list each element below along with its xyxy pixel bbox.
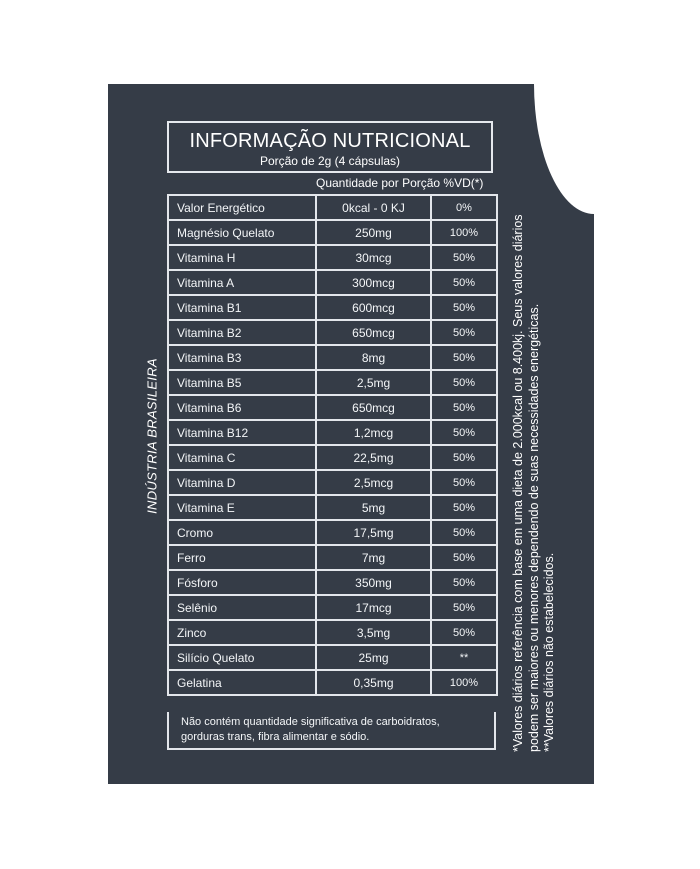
nutrient-row <box>168 570 497 595</box>
side-notes <box>511 192 558 752</box>
nutrient-row <box>168 495 497 520</box>
nutrient-amount: 17mcg <box>316 595 431 620</box>
nutrient-amount: 650mcg <box>316 320 431 345</box>
nutrient-daily-value: 50% <box>431 595 497 620</box>
nutrient-amount: 650mcg <box>316 395 431 420</box>
nutrient-amount: 3,5mg <box>316 620 431 645</box>
nutrient-daily-value: 100% <box>431 220 497 245</box>
nutrient-name: Vitamina D <box>168 470 316 495</box>
nutrient-daily-value: 50% <box>431 570 497 595</box>
nutrient-name: Vitamina E <box>168 495 316 520</box>
nutrient-name: Vitamina B3 <box>168 345 316 370</box>
nutrient-daily-value: 100% <box>431 670 497 695</box>
nutrient-row <box>168 420 497 445</box>
nutrient-daily-value: 50% <box>431 370 497 395</box>
nutrient-amount: 0kcal - 0 KJ <box>316 195 431 220</box>
nutrient-name: Vitamina B6 <box>168 395 316 420</box>
nutrient-row <box>168 320 497 345</box>
nutrient-row <box>168 220 497 245</box>
title-box <box>167 121 493 173</box>
nutrient-name: Vitamina B2 <box>168 320 316 345</box>
nutrient-amount: 17,5mg <box>316 520 431 545</box>
nutrient-daily-value: 50% <box>431 520 497 545</box>
nutrient-name: Vitamina B12 <box>168 420 316 445</box>
nutrient-daily-value: 0% <box>431 195 497 220</box>
industry-label: INDÚSTRIA BRASILEIRA <box>144 358 160 514</box>
nutrient-name: Magnésio Quelato <box>168 220 316 245</box>
nutrient-row <box>168 670 497 695</box>
nutrient-name: Zinco <box>168 620 316 645</box>
nutrient-row <box>168 645 497 670</box>
nutrient-daily-value: 50% <box>431 395 497 420</box>
nutrient-amount: 2,5mcg <box>316 470 431 495</box>
nutrient-amount: 5mg <box>316 495 431 520</box>
reference-note: *Valores diários referência com base em uma dieta de 2.000kcal ou 8.400kj. Seus valores diários podem ser maiores ou menores dependendo de suas necessidades energéticas. <box>510 214 541 752</box>
nutrient-name: Vitamina B1 <box>168 295 316 320</box>
footnote: Não contém quantidade significativa de carboidratos, gorduras trans, fibra alimentar e sódio. <box>167 712 496 750</box>
nutrient-name: Silício Quelato <box>168 645 316 670</box>
nutrient-row <box>168 345 497 370</box>
nutrient-name: Vitamina A <box>168 270 316 295</box>
label-title: INFORMAÇÃO NUTRICIONAL <box>189 130 471 152</box>
nutrient-amount: 600mcg <box>316 295 431 320</box>
nutrient-daily-value: 50% <box>431 295 497 320</box>
nutrient-name: Vitamina B5 <box>168 370 316 395</box>
columns-header: Quantidade por Porção %VD(*) <box>316 176 484 190</box>
nutrition-table <box>167 194 498 696</box>
nutrient-row <box>168 295 497 320</box>
nutrient-row <box>168 620 497 645</box>
nutrient-row <box>168 270 497 295</box>
nutrient-daily-value: 50% <box>431 445 497 470</box>
nutrient-row <box>168 195 497 220</box>
nutrient-daily-value: 50% <box>431 245 497 270</box>
nutrient-row <box>168 470 497 495</box>
nutrient-amount: 22,5mg <box>316 445 431 470</box>
nutrient-name: Fósforo <box>168 570 316 595</box>
nutrient-amount: 25mg <box>316 645 431 670</box>
nutrient-daily-value: 50% <box>431 495 497 520</box>
nutrient-amount: 350mg <box>316 570 431 595</box>
nutrient-daily-value: 50% <box>431 345 497 370</box>
nutrient-amount: 7mg <box>316 545 431 570</box>
nutrient-row <box>168 245 497 270</box>
nutrient-row <box>168 595 497 620</box>
nutrient-amount: 30mcg <box>316 245 431 270</box>
nutrient-amount: 1,2mcg <box>316 420 431 445</box>
nutrient-amount: 300mcg <box>316 270 431 295</box>
nutrient-amount: 2,5mg <box>316 370 431 395</box>
nutrient-row <box>168 520 497 545</box>
nutrient-name: Vitamina H <box>168 245 316 270</box>
nutrient-row <box>168 370 497 395</box>
nutrient-name: Valor Energético <box>168 195 316 220</box>
not-established-note: **Valores diários não estabelecidos. <box>541 552 556 752</box>
nutrient-daily-value: 50% <box>431 620 497 645</box>
nutrient-row <box>168 545 497 570</box>
nutrient-row <box>168 445 497 470</box>
nutrient-name: Selênio <box>168 595 316 620</box>
serving-size: Porção de 2g (4 cápsulas) <box>259 154 401 168</box>
nutrient-name: Ferro <box>168 545 316 570</box>
nutrient-daily-value: 50% <box>431 470 497 495</box>
nutrient-name: Vitamina C <box>168 445 316 470</box>
nutrient-row <box>168 395 497 420</box>
nutrient-daily-value: 50% <box>431 545 497 570</box>
nutrient-amount: 250mg <box>316 220 431 245</box>
nutrient-daily-value: ** <box>431 645 497 670</box>
nutrient-daily-value: 50% <box>431 270 497 295</box>
nutrient-name: Cromo <box>168 520 316 545</box>
nutrient-daily-value: 50% <box>431 420 497 445</box>
nutrient-name: Gelatina <box>168 670 316 695</box>
nutrient-amount: 8mg <box>316 345 431 370</box>
nutrient-amount: 0,35mg <box>316 670 431 695</box>
nutrient-daily-value: 50% <box>431 320 497 345</box>
